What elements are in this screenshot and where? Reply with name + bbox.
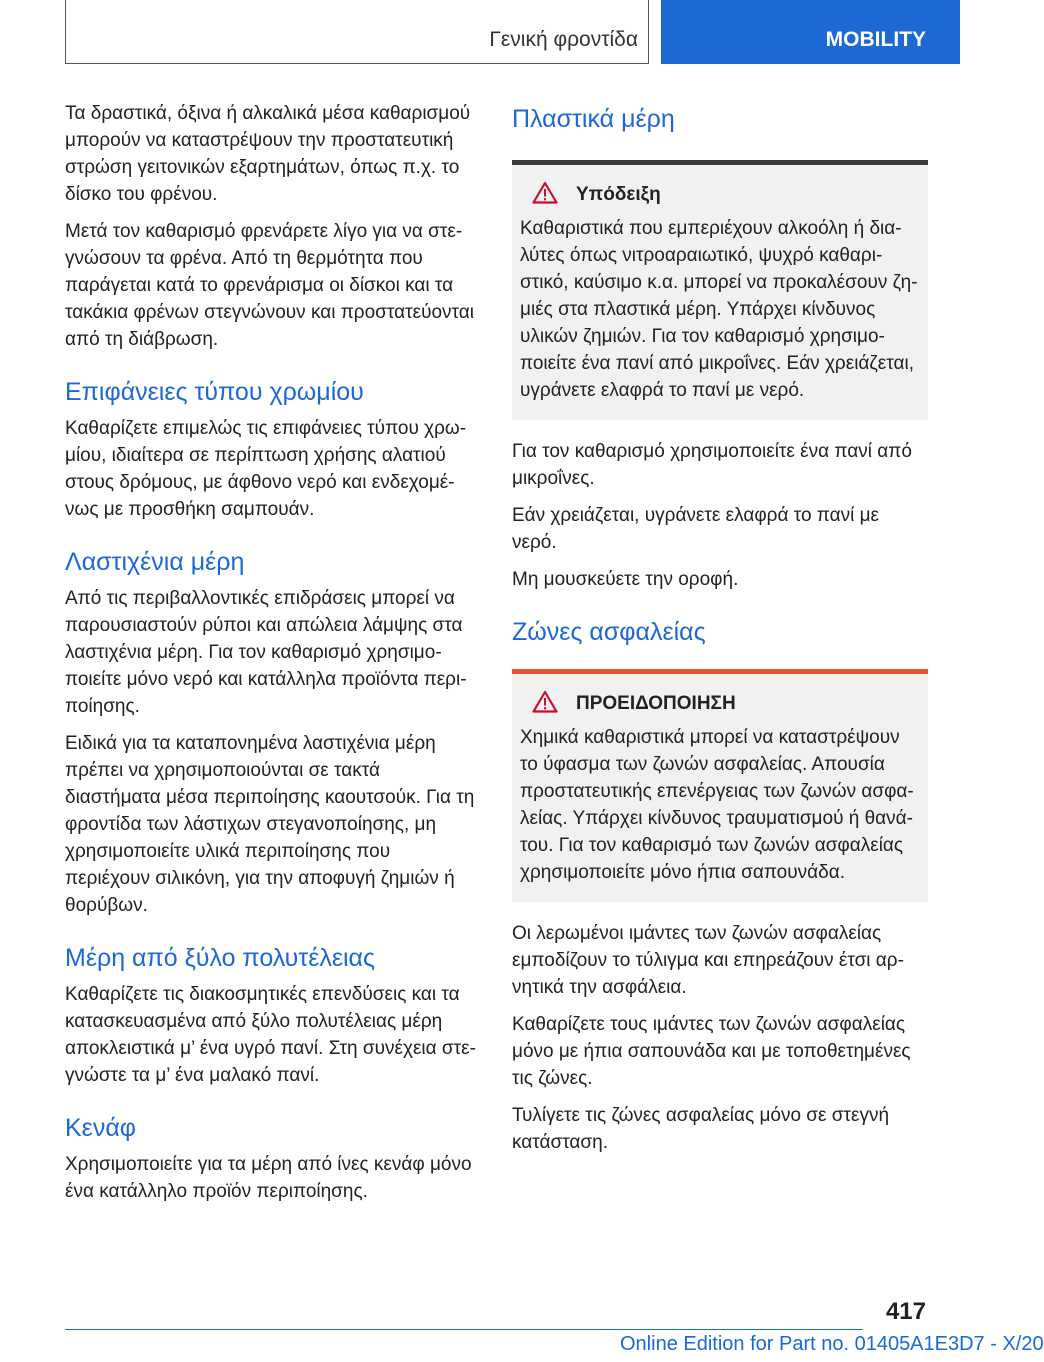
wood-paragraph: Καθαρίζετε τις διακοσμητικές επενδύσεις και τα κατασκευασμένα από ξύλο πολυτέλειας μέρη αποκλειστικά μ’ ένα υγρό πανί. Στη συνέχεια στεγνώστε τα μ’ ένα μαλακό πανί.: [65, 984, 476, 1086]
rubber-paragraph-1: Από τις περιβαλλοντικές επιδράσεις μπορεί να παρουσιαστούν ρύποι και απώλεια λάμψης στα λαστιχένια μέρη. Για τον καθαρισμό χρησιμοποιείτε μόνο νερό και κατάλληλα προϊόντα περιποίησης.: [65, 588, 467, 717]
hint-title: Υπόδειξη: [576, 184, 661, 205]
rubber-heading: Λαστιχένια μέρη: [65, 548, 245, 576]
kenaf-paragraph: Χρησιμοποιείτε για τα μέρη από ίνες κενάφ μόνο ένα κατάλληλο προϊόν περιποίησης.: [65, 1154, 472, 1202]
header-section-title: Γενική φροντίδα: [489, 28, 638, 51]
warning-triangle-icon: [532, 181, 558, 209]
left-column: [65, 100, 480, 1215]
footer-divider: [65, 1329, 863, 1330]
chrome-heading: Επιφάνειες τύπου χρωμίου: [65, 378, 364, 406]
plastic-paragraph-3: Μη μουσκεύετε την οροφή.: [512, 569, 739, 590]
belts-paragraph-3: Τυλίγετε τις ζώνες ασφαλείας μόνο σε στεγνή κατάσταση.: [512, 1105, 890, 1153]
plastic-paragraph-1: Για τον καθαρισμό χρησιμοποιείτε ένα πανί από μικροΐνες.: [512, 441, 912, 489]
page-number: 417: [885, 1298, 926, 1325]
belts-paragraph-2: Καθαρίζετε τους ιμάντες των ζωνών ασφαλείας μόνο με ήπια σαπουνάδα και με τοποθετημένες τις ζώνες.: [512, 1014, 911, 1089]
plastic-heading: Πλαστικά μέρη: [512, 105, 675, 133]
warning-header: [520, 690, 920, 718]
warning-title: ΠΡΟΕΙΔΟΠΟΙΗΣΗ: [576, 693, 736, 714]
chrome-paragraph: Καθαρίζετε επιμελώς τις επιφάνειες τύπου χρωμίου, ιδιαίτερα σε περίπτωση χρήσης αλατιού στους δρόμους, με άφθονο νερό και ενδεχομένως με προσθήκη σαμπουάν.: [65, 418, 467, 520]
warning-text: Χημικά καθαριστικά μπορεί να καταστρέψουν το ύφασμα των ζωνών ασφαλείας. Απουσία προστατευτικής επενέργειας των ζωνών ασφαλείας. Υπάρχει κίνδυνος τραυματισμού ή θανάτου. Για τον καθαρισμό των ζωνών ασφαλείας χρησιμοποιείτε μόνο ήπια σαπουνάδα.: [520, 727, 914, 883]
intro-paragraph-1: Τα δραστικά, όξινα ή αλκαλικά μέσα καθαρισμού μπορούν να καταστρέψουν την προστατευτική στρώση γειτονικών εξαρτημάτων, όπως π.χ. το δίσκο του φρένου.: [65, 103, 471, 205]
kenaf-heading: Κενάφ: [65, 1114, 136, 1142]
header-section-box: [65, 0, 649, 64]
hint-text: Καθαριστικά που εμπεριέχουν αλκοόλη ή διαλύτες όπως νιτροαραιωτικό, ψυχρό καθαριστικό, καύσιμο κ.α. μπορεί να προκαλέσουν ζημιές στα πλαστικά μέρη. Υπάρχει κίνδυνος υλικών ζημιών. Για τον καθαρισμό χρησιμοποιείτε ένα πανί από μικροΐνες. Εάν χρειάζεται, υγράνετε ελαφρά το πανί με νερό.: [520, 218, 918, 401]
intro-paragraph-2: Μετά τον καθαρισμό φρενάρετε λίγο για να στεγνώσουν τα φρένα. Από τη θερμότητα που παράγεται κατά το φρενάρισμα οι δίσκοι και τα τακάκια φρένων στεγνώνουν και προστατεύονται από τη διάβρωση.: [65, 221, 475, 350]
hint-box: [512, 160, 928, 420]
belts-paragraph-1: Οι λερωμένοι ιμάντες των ζωνών ασφαλείας εμποδίζουν το τύλιγμα και επηρεάζουν έτσι αρνητικά την ασφάλεια.: [512, 923, 904, 998]
right-column: [512, 100, 928, 1166]
warning-box: [512, 669, 928, 902]
belts-heading: Ζώνες ασφαλείας: [512, 618, 706, 646]
footer-edition-link[interactable]: Online Edition for Part no. 01405A1E3D7 - X/20: [620, 1333, 1044, 1355]
plastic-paragraph-2: Εάν χρειάζεται, υγράνετε ελαφρά το πανί με νερό.: [512, 505, 880, 553]
hint-header: [520, 181, 920, 209]
rubber-paragraph-2: Ειδικά για τα καταπονημένα λαστιχένια μέρη πρέπει να χρησιμοποιούνται σε τακτά διαστήματα μέσα περιποίησης καουτσούκ. Για τη φροντίδα των λάστιχων στεγανοποίησης, μη χρησιμοποιείτε υλικά περιποίησης που περιέχουν σιλικόνη, για την αποφυγή ζημιών ή θορύβων.: [65, 733, 475, 916]
warning-triangle-icon: [532, 690, 558, 718]
wood-heading: Μέρη από ξύλο πολυτέλειας: [65, 944, 376, 972]
header-chapter-tab[interactable]: MOBILITY: [661, 0, 960, 64]
